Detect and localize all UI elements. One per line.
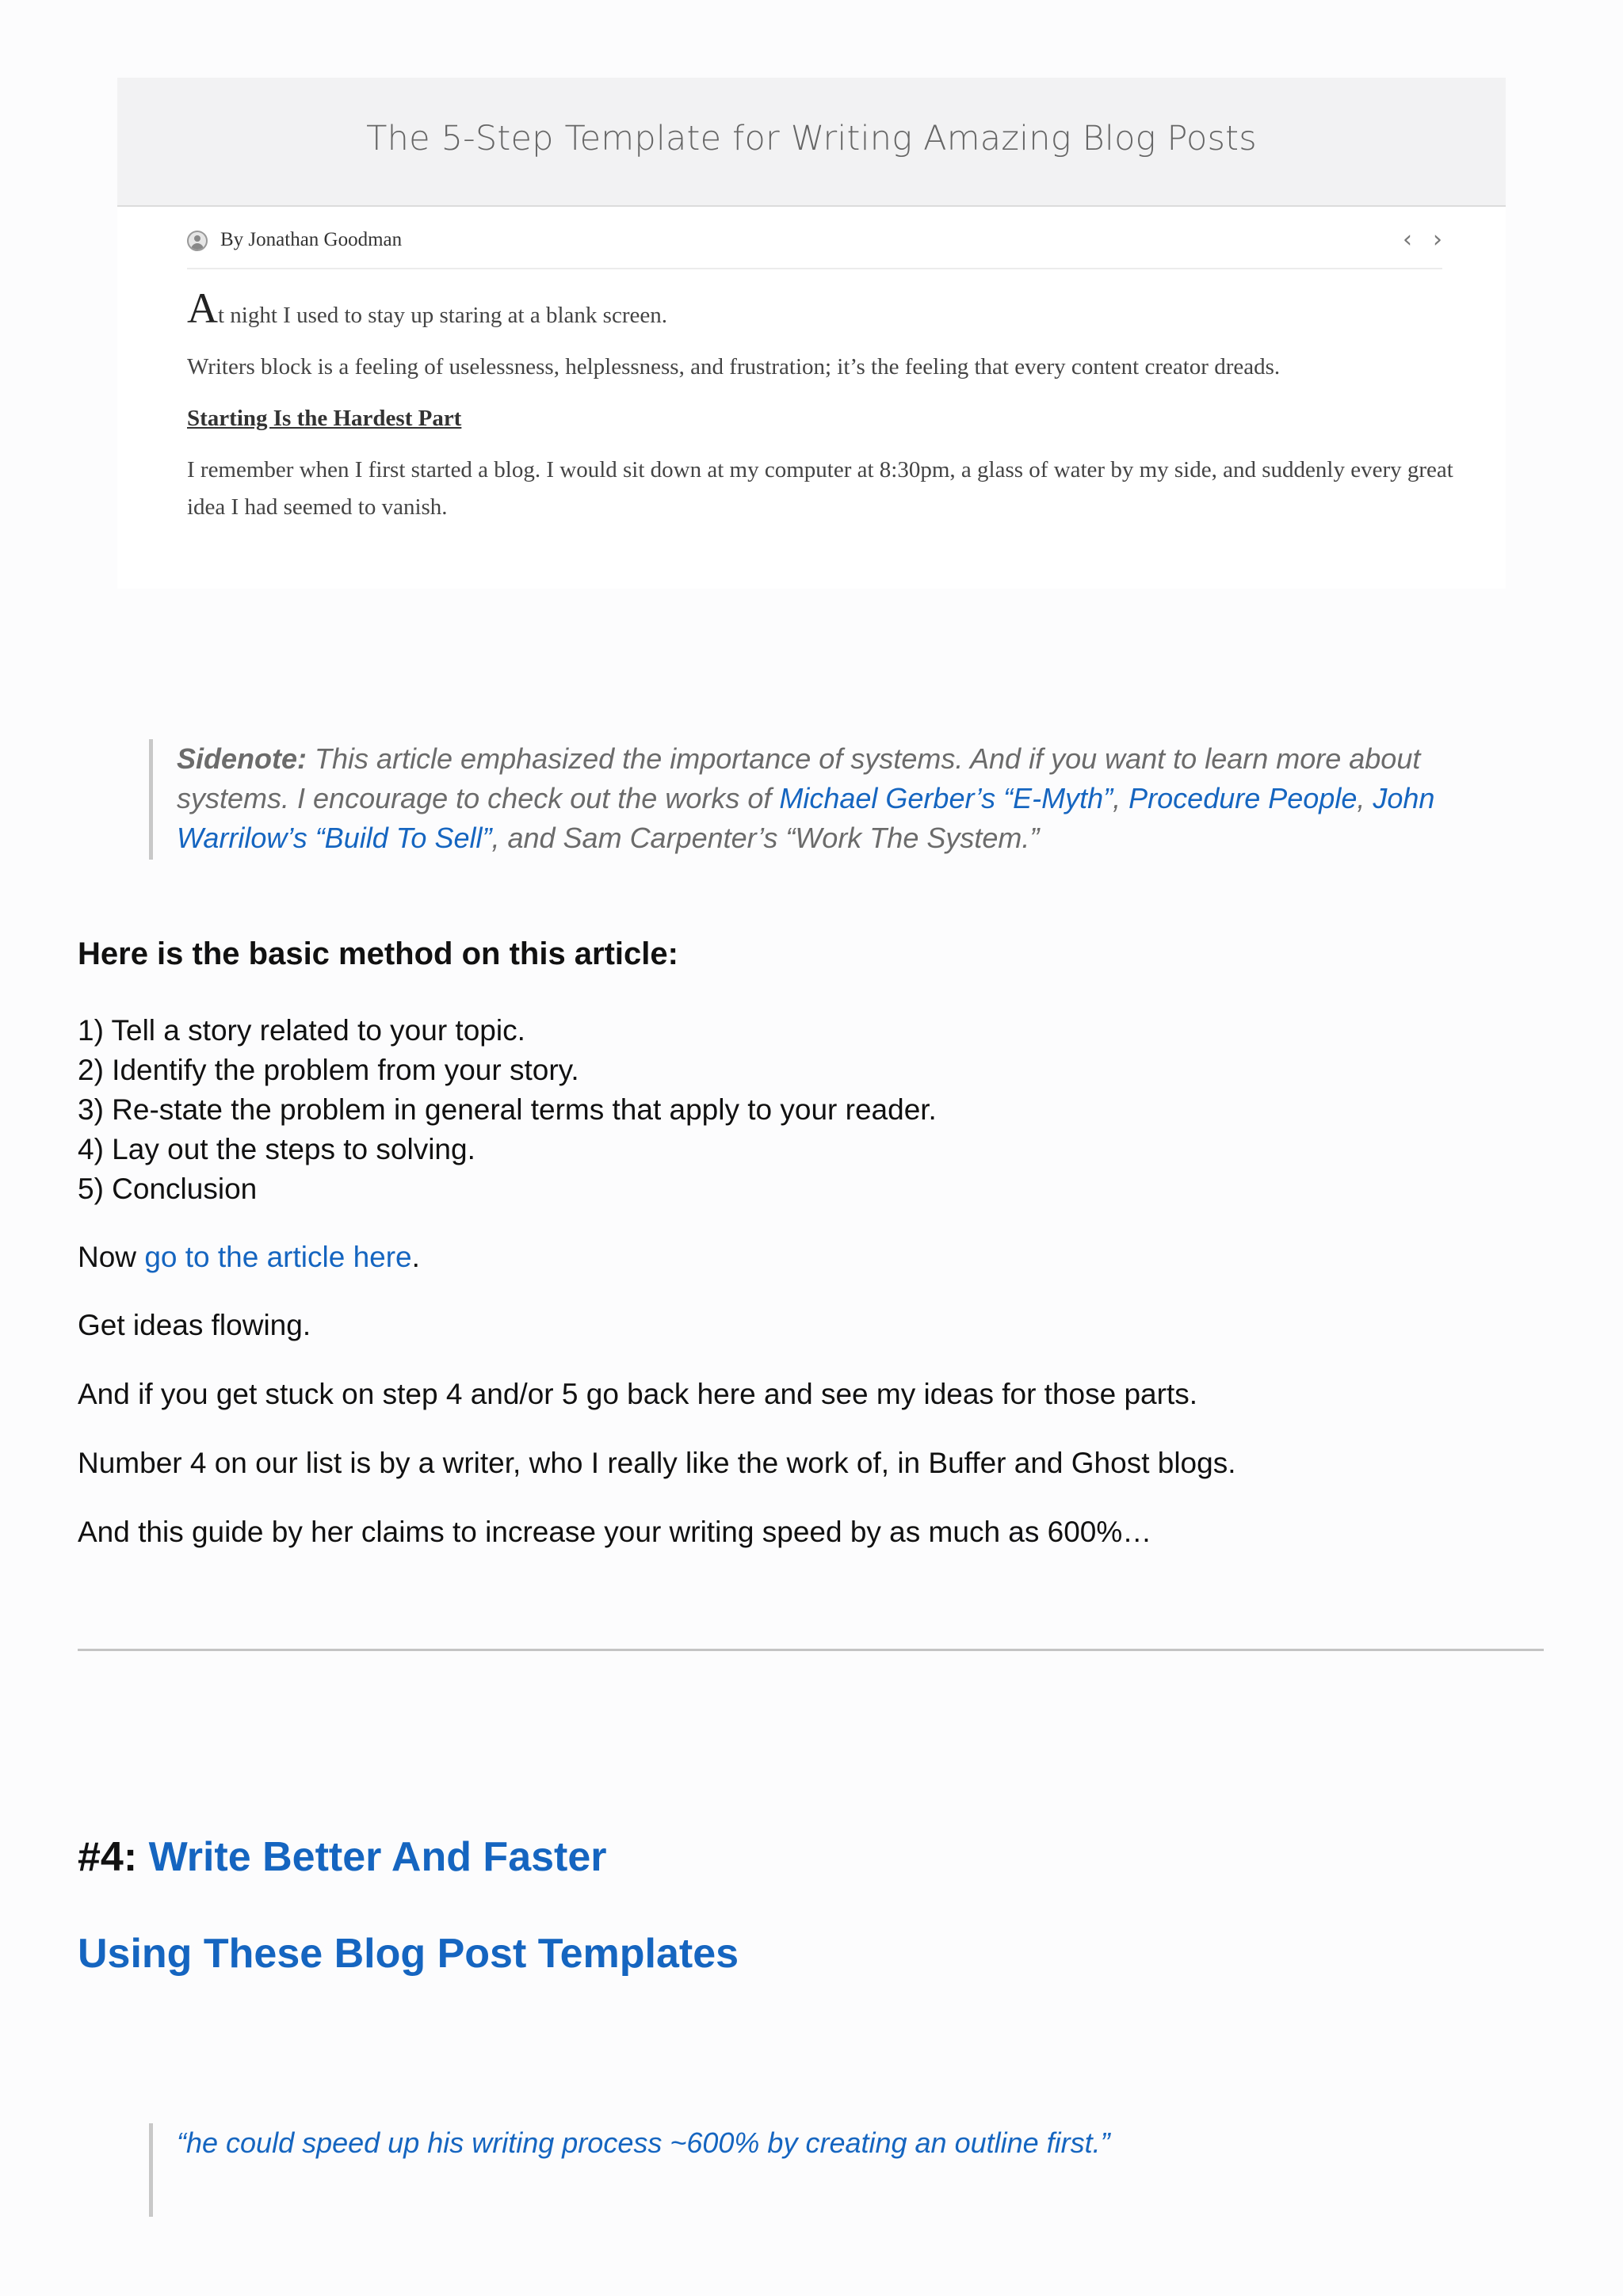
article-link[interactable]: go to the article here xyxy=(144,1241,412,1273)
body-paragraph: And this guide by her claims to increase your writing speed by as much as 600%… xyxy=(78,1516,1152,1548)
screenshot-fade xyxy=(117,560,1506,589)
user-icon xyxy=(187,231,208,251)
section-subheading xyxy=(78,1928,739,1979)
section-heading xyxy=(78,1832,607,1882)
body-paragraph: And if you get stuck on step 4 and/or 5 go back here and see my ideas for those parts. xyxy=(78,1378,1198,1410)
now-suffix: . xyxy=(411,1241,420,1273)
chevron-left-icon: ‹ xyxy=(1403,226,1412,254)
method-step: 1) Tell a story related to your topic. xyxy=(78,1014,525,1047)
blog-subheading: Starting Is the Hardest Part xyxy=(187,406,462,431)
chevron-right-icon: › xyxy=(1433,226,1442,254)
blog-body xyxy=(187,284,1455,540)
blog-title: The 5-Step Template for Writing Amazing Blog Posts xyxy=(366,118,1257,158)
now-prefix: Now xyxy=(78,1241,145,1273)
method-step: 3) Re-state the problem in general terms that apply to your reader. xyxy=(78,1093,937,1126)
section-subtitle-link[interactable]: Using These Blog Post Templates xyxy=(78,1931,739,1977)
link-procedure-people[interactable]: Procedure People xyxy=(1128,782,1358,814)
sidenote-text-end: , and Sam Carpenter’s “Work The System.” xyxy=(491,822,1040,854)
byline-row xyxy=(187,219,1442,269)
section-divider xyxy=(78,1649,1544,1651)
sidenote-text: This article emphasized the importance of systems. And if you want to learn more about systems. I encourage to check out the works of xyxy=(177,742,1421,814)
blog-header xyxy=(117,78,1506,207)
post-pager xyxy=(1403,228,1442,252)
section-number: #4: xyxy=(78,1834,138,1880)
body-paragraph: Get ideas flowing. xyxy=(78,1309,311,1341)
method-step: 5) Conclusion xyxy=(78,1173,258,1205)
sidenote-blockquote xyxy=(149,739,1492,860)
sidenote-sep: , xyxy=(1113,782,1129,814)
author-byline: By Jonathan Goodman xyxy=(220,229,403,250)
sidenote-label: Sidenote: xyxy=(177,742,307,775)
link-e-myth[interactable]: Michael Gerber’s “E-Myth” xyxy=(779,782,1113,814)
method-step: 4) Lay out the steps to solving. xyxy=(78,1133,475,1165)
blog-paragraph xyxy=(187,284,1455,334)
blog-screenshot xyxy=(117,78,1506,589)
blog-first-line: t night I used to stay up staring at a blank screen. xyxy=(218,303,667,328)
quote-link[interactable]: “he could speed up his writing process ~600% by creating an outline first.” xyxy=(177,2126,1110,2159)
method-step: 2) Identify the problem from your story. xyxy=(78,1054,579,1086)
link-build-to-sell[interactable]: John Warrilow’s “Build To Sell” xyxy=(177,782,1435,854)
sidenote-sep: , xyxy=(1357,782,1373,814)
drop-cap: A xyxy=(187,284,218,332)
blog-paragraph: I remember when I first started a blog. I would sit down at my computer at 8:30pm, a glass of water by my side, and suddenly every great idea I had seemed to vanish. xyxy=(187,457,1453,520)
method-steps xyxy=(78,1011,937,1209)
blog-paragraph: Writers block is a feeling of uselessness, helplessness, and frustration; it’s the feeling that every content creator dreads. xyxy=(187,354,1281,379)
speed-quote xyxy=(149,2123,1207,2217)
body-paragraph: Number 4 on our list is by a writer, who I really like the work of, in Buffer and Ghost blogs. xyxy=(78,1447,1236,1479)
now-paragraph xyxy=(78,1238,420,1277)
method-heading: Here is the basic method on this article: xyxy=(78,936,678,971)
section-title-link[interactable]: Write Better And Faster xyxy=(148,1834,607,1880)
